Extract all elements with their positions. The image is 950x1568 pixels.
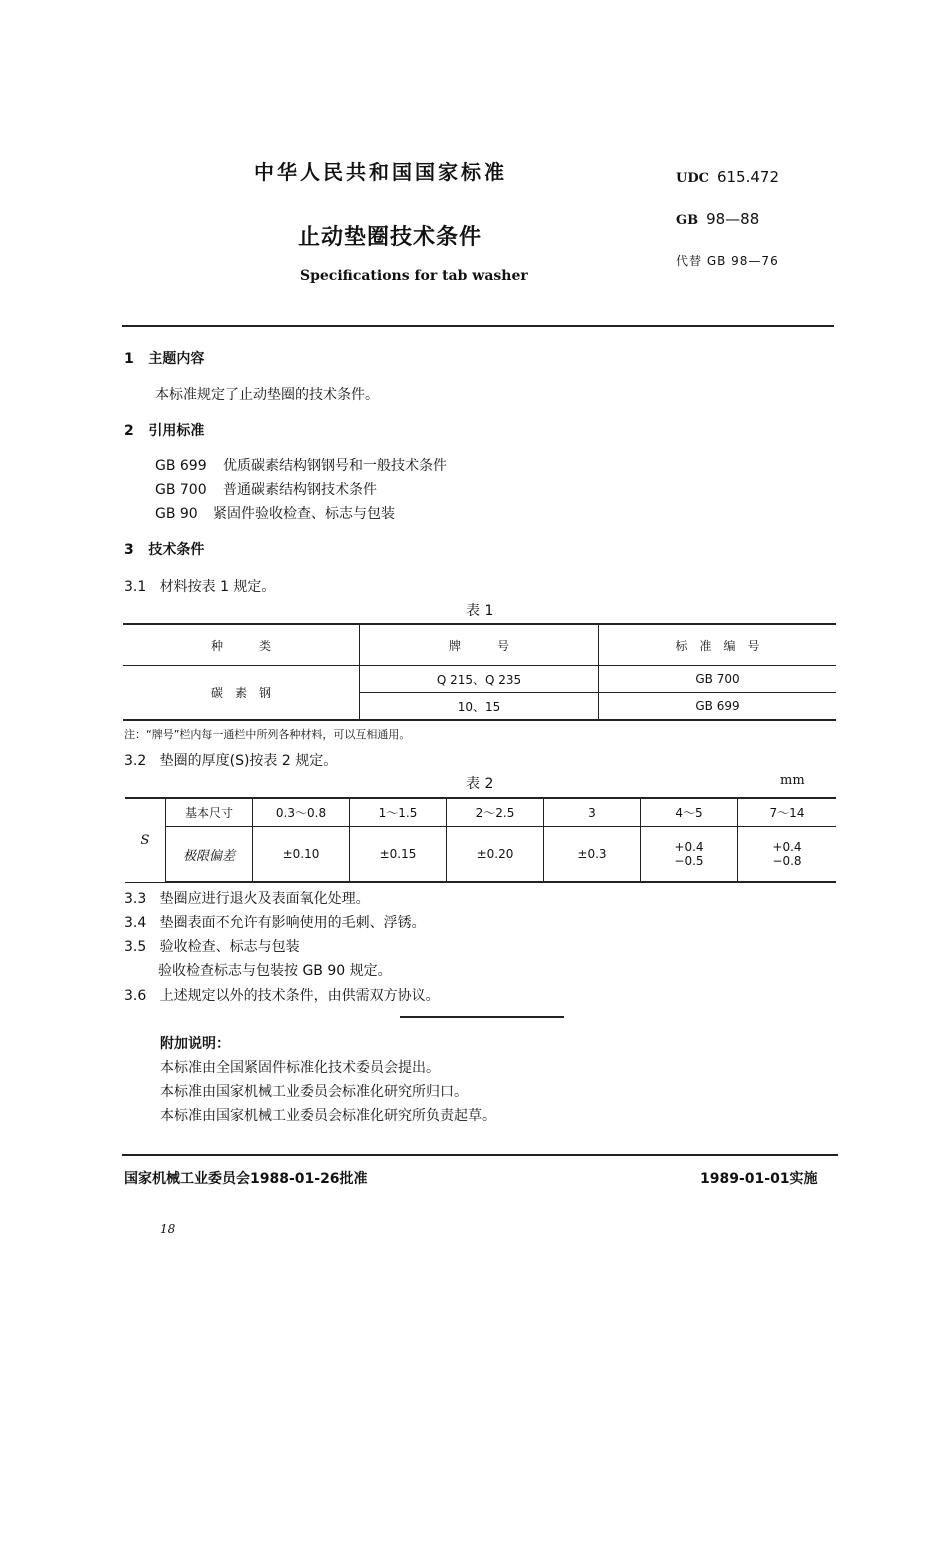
clause-3-5-body: 验收检查标志与包装按 GB 90 规定。 <box>158 963 392 979</box>
page-number: 18 <box>160 1222 176 1236</box>
table-2-unit: mm <box>780 773 805 788</box>
udc-label: UDC <box>676 171 709 186</box>
reference-item <box>155 503 395 523</box>
table-row <box>125 827 836 883</box>
reference-code: GB 90 <box>155 506 198 522</box>
thickness-symbol: S <box>125 798 166 882</box>
grade-cell: Q 215、Q 235 <box>360 666 599 693</box>
reference-text: 普通碳素结构钢技术条件 <box>223 482 377 498</box>
size-cell: 3 <box>544 798 641 827</box>
section-2-title: 引用标准 <box>148 423 205 439</box>
udc-value: 615.472 <box>716 168 779 186</box>
clause-3-4 <box>124 912 426 932</box>
reference-code: GB 699 <box>155 458 207 474</box>
appendix-line: 本标准由国家机械工业委员会标准化研究所负责起草。 <box>160 1108 496 1124</box>
reference-text: 优质碳素结构钢钢号和一般技术条件 <box>223 458 447 474</box>
clause-text: 垫圈表面不允许有影响使用的毛刺、浮锈。 <box>159 915 426 931</box>
clause-number: 3.5 <box>124 939 147 955</box>
reference-text: 紧固件验收检查、标志与包装 <box>213 506 395 522</box>
tolerance-lower: −0.8 <box>772 854 802 868</box>
clause-text: 垫圈的厚度(S)按表 2 规定。 <box>159 753 338 769</box>
section-3-title: 技术条件 <box>148 542 205 558</box>
section-3-number: 3 <box>124 542 134 558</box>
standard-cell: GB 700 <box>599 666 837 693</box>
grade-cell: 10、15 <box>360 693 599 721</box>
table-row <box>125 798 836 827</box>
tolerance-cell: ±0.20 <box>447 827 544 883</box>
gb-label: GB <box>676 213 699 228</box>
section-1-body: 本标准规定了止动垫圈的技术条件。 <box>155 387 379 403</box>
section-end-divider <box>400 1016 564 1018</box>
clause-text: 垫圈应进行退火及表面氧化处理。 <box>159 891 370 907</box>
standard-cell: GB 699 <box>599 693 837 721</box>
clause-3-5 <box>124 936 300 956</box>
tolerance-lower: −0.5 <box>674 854 704 868</box>
size-cell: 1～1.5 <box>350 798 447 827</box>
thickness-table <box>125 797 836 883</box>
row-label-tolerance: 极限偏差 <box>166 827 253 883</box>
material-table <box>123 623 836 721</box>
tolerance-upper: +0.4 <box>772 840 802 854</box>
section-2-number: 2 <box>124 423 134 439</box>
table-2-caption: 表 2 <box>466 776 494 792</box>
udc-code <box>676 168 779 186</box>
appendix-line: 本标准由国家机械工业委员会标准化研究所归口。 <box>160 1084 468 1100</box>
tolerance-upper: +0.4 <box>674 840 704 854</box>
table-row <box>123 666 836 693</box>
replaces-standard: 代替 GB 98—76 <box>676 254 779 268</box>
tolerance-cell <box>641 827 738 883</box>
size-cell: 7～14 <box>738 798 837 827</box>
column-header-standard: 标 准 编 号 <box>599 624 837 666</box>
reference-item <box>155 455 447 475</box>
table-1-note: 注：“牌号”栏内每一通栏中所列各种材料，可以互相通用。 <box>124 728 411 741</box>
clause-3-3 <box>124 888 370 908</box>
column-header-kind: 种 类 <box>123 624 360 666</box>
clause-number: 3.1 <box>124 579 147 595</box>
reference-item <box>155 479 377 499</box>
header-divider <box>122 325 834 327</box>
section-1-heading <box>124 348 204 368</box>
size-cell: 2～2.5 <box>447 798 544 827</box>
size-cell: 0.3～0.8 <box>253 798 350 827</box>
material-kind-cell: 碳 素 钢 <box>123 666 360 721</box>
tolerance-cell: ±0.15 <box>350 827 447 883</box>
table-header-row <box>123 624 836 666</box>
section-2-heading <box>124 420 204 440</box>
size-cell: 4～5 <box>641 798 738 827</box>
tolerance-cell <box>738 827 837 883</box>
tolerance-cell: ±0.10 <box>253 827 350 883</box>
effective-date: 1989-01-01实施 <box>700 1171 818 1187</box>
gb-value: 98—88 <box>706 210 760 228</box>
clause-3-1 <box>124 576 275 596</box>
document-title-cn: 止动垫圈技术条件 <box>298 225 483 250</box>
section-3-heading <box>124 539 204 559</box>
standard-title: 中华人民共和国国家标准 <box>254 160 507 184</box>
footer-divider <box>122 1154 838 1156</box>
table-1-caption: 表 1 <box>466 603 494 619</box>
tolerance-cell: ±0.3 <box>544 827 641 883</box>
column-header-grade: 牌 号 <box>360 624 599 666</box>
appendix-line: 本标准由全国紧固件标准化技术委员会提出。 <box>160 1060 440 1076</box>
row-label-basic-size: 基本尺寸 <box>166 798 253 827</box>
gb-code <box>676 210 759 228</box>
reference-code: GB 700 <box>155 482 207 498</box>
clause-3-2 <box>124 750 337 770</box>
document-title-en: Specifications for tab washer <box>300 268 528 284</box>
clause-number: 3.4 <box>124 915 147 931</box>
approval-date: 国家机械工业委员会1988-01-26批准 <box>124 1171 368 1187</box>
clause-text: 材料按表 1 规定。 <box>159 579 276 595</box>
clause-number: 3.2 <box>124 753 147 769</box>
section-1-title: 主题内容 <box>148 351 205 367</box>
clause-text: 验收检查、标志与包装 <box>159 939 300 955</box>
clause-3-6 <box>124 985 440 1005</box>
appendix-title: 附加说明： <box>160 1036 230 1052</box>
clause-text: 上述规定以外的技术条件，由供需双方协议。 <box>159 988 440 1004</box>
clause-number: 3.6 <box>124 988 147 1004</box>
clause-number: 3.3 <box>124 891 147 907</box>
section-1-number: 1 <box>124 351 134 367</box>
